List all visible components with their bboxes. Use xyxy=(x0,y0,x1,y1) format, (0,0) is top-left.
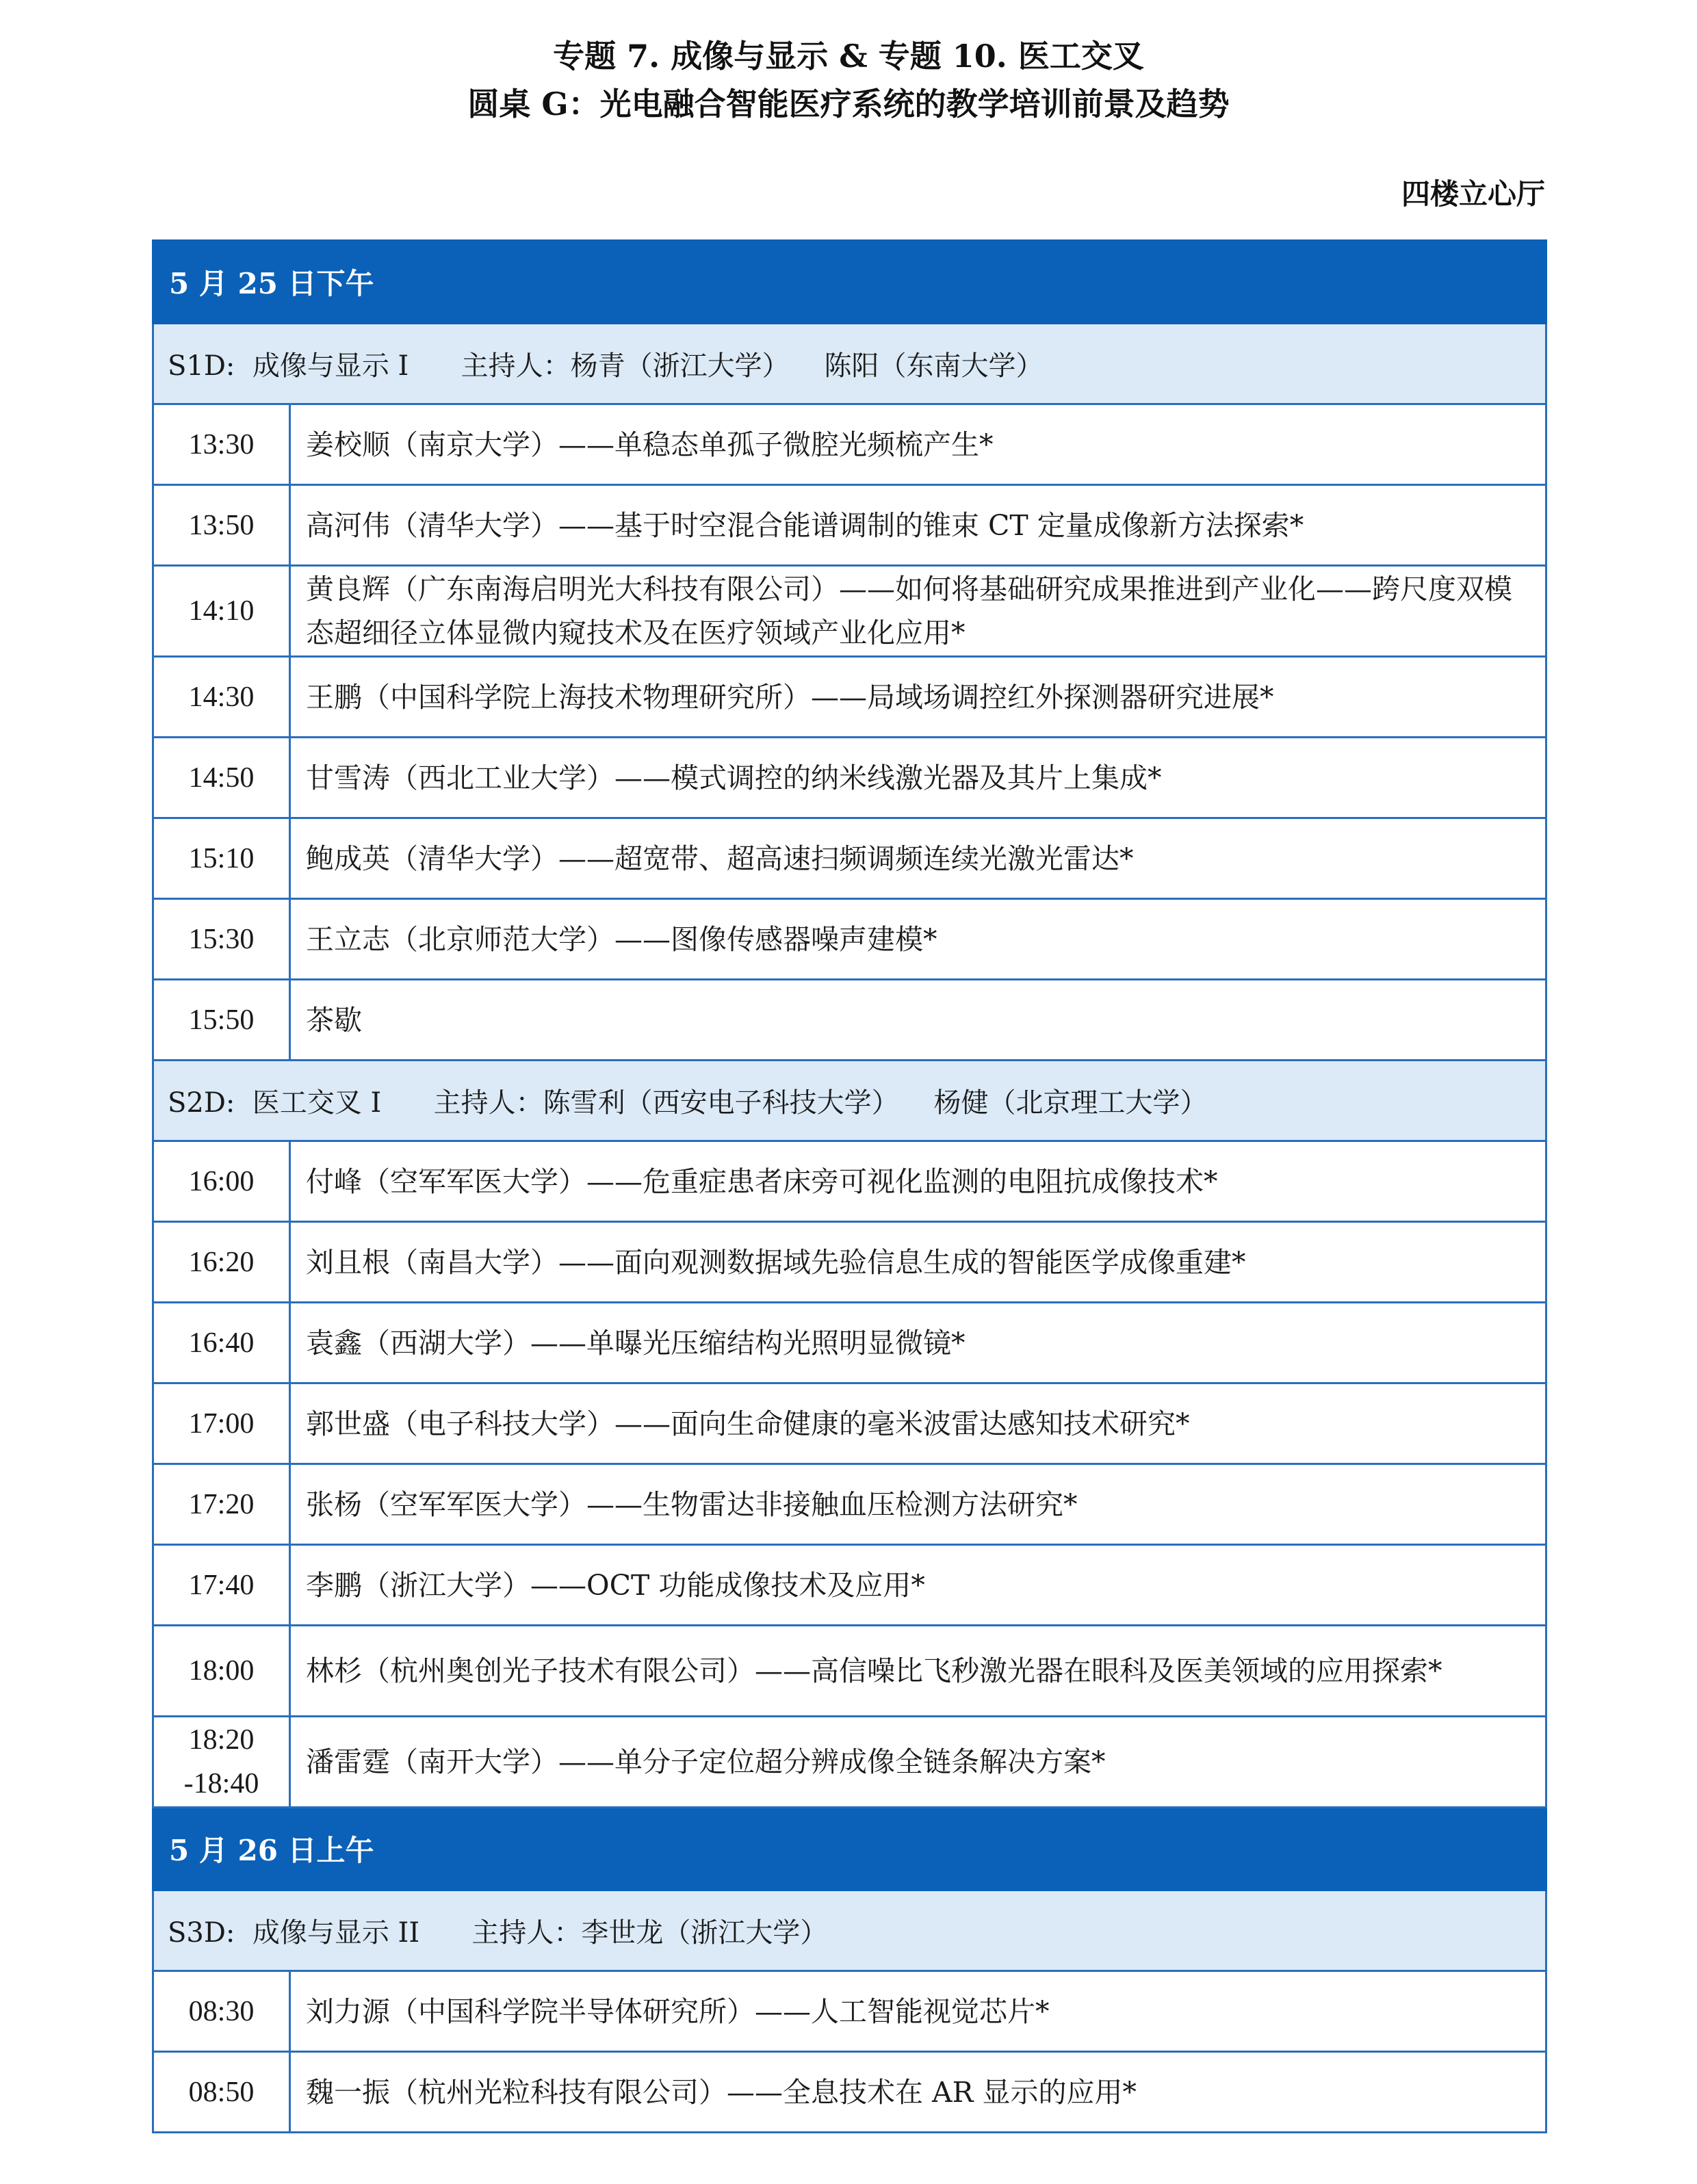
talk-title: 刘力源（中国科学院半导体研究所）——人工智能视觉芯片* xyxy=(290,1971,1546,2052)
day-label: 5 月 25 日下午 xyxy=(153,241,1546,324)
talk-row xyxy=(153,899,1546,980)
talk-title: 林杉（杭州奥创光子技术有限公司）——高信噪比飞秒激光器在眼科及医美领域的应用探索* xyxy=(290,1626,1546,1717)
talk-title: 黄良辉（广东南海启明光大科技有限公司）——如何将基础研究成果推进到产业化——跨尺度双模态超细径立体显微内窥技术及在医疗领域产业化应用* xyxy=(290,566,1546,657)
talk-time: 16:40 xyxy=(153,1303,290,1383)
talk-time: 14:30 xyxy=(153,657,290,738)
session-row xyxy=(153,1890,1546,1971)
page-title-line1: 专题 7. 成像与显示 & 专题 10. 医工交叉 xyxy=(553,38,1144,75)
talk-title: 刘且根（南昌大学）——面向观测数据域先验信息生成的智能医学成像重建* xyxy=(290,1222,1546,1303)
session-label: S1D: 成像与显示 I 主持人：杨青（浙江大学） 陈阳（东南大学） xyxy=(153,324,1546,404)
talk-title: 甘雪涛（西北工业大学）——模式调控的纳米线激光器及其片上集成* xyxy=(290,738,1546,818)
session-label: S3D: 成像与显示 II 主持人：李世龙（浙江大学） xyxy=(153,1890,1546,1971)
session-row xyxy=(153,324,1546,404)
talk-row xyxy=(153,1303,1546,1383)
talk-time: 17:20 xyxy=(153,1464,290,1545)
talk-time: 16:00 xyxy=(153,1141,290,1222)
session-row xyxy=(153,1061,1546,1141)
talk-row xyxy=(153,1717,1546,1808)
talk-time xyxy=(153,1717,290,1808)
talk-row xyxy=(153,1971,1546,2052)
talk-time-start: 18:20 xyxy=(188,1724,255,1756)
talk-title: 李鹏（浙江大学）——OCT 功能成像技术及应用* xyxy=(290,1545,1546,1626)
talk-time: 15:10 xyxy=(153,818,290,899)
talk-time: 15:50 xyxy=(153,980,290,1061)
talk-time: 13:50 xyxy=(153,485,290,566)
talk-time: 18:00 xyxy=(153,1626,290,1717)
session-label: S2D: 医工交叉 I 主持人：陈雪利（西安电子科技大学） 杨健（北京理工大学） xyxy=(153,1061,1546,1141)
talk-title: 姜校顺（南京大学）——单稳态单孤子微腔光频梳产生* xyxy=(290,404,1546,485)
talk-row xyxy=(153,657,1546,738)
talk-title: 魏一振（杭州光粒科技有限公司）——全息技术在 AR 显示的应用* xyxy=(290,2052,1546,2133)
talk-title: 王鹏（中国科学院上海技术物理研究所）——局域场调控红外探测器研究进展* xyxy=(290,657,1546,738)
talk-title: 王立志（北京师范大学）——图像传感器噪声建模* xyxy=(290,899,1546,980)
talk-time: 08:30 xyxy=(153,1971,290,2052)
talk-row xyxy=(153,1222,1546,1303)
talk-title: 潘雷霆（南开大学）——单分子定位超分辨成像全链条解决方案* xyxy=(290,1717,1546,1808)
talk-title: 张杨（空军军医大学）——生物雷达非接触血压检测方法研究* xyxy=(290,1464,1546,1545)
talk-time: 17:40 xyxy=(153,1545,290,1626)
talk-row xyxy=(153,1141,1546,1222)
day-header-row xyxy=(153,241,1546,324)
talk-title: 付峰（空军军医大学）——危重症患者床旁可视化监测的电阻抗成像技术* xyxy=(290,1141,1546,1222)
talk-time: 14:50 xyxy=(153,738,290,818)
talk-time-end: -18:40 xyxy=(183,1768,259,1799)
talk-row xyxy=(153,818,1546,899)
talk-row xyxy=(153,404,1546,485)
page-title-line2: 圆桌 G：光电融合智能医疗系统的教学培训前景及趋势 xyxy=(467,86,1230,122)
talk-row xyxy=(153,1545,1546,1626)
day-label: 5 月 26 日上午 xyxy=(153,1808,1546,1890)
talk-time: 17:00 xyxy=(153,1383,290,1464)
talk-time: 08:50 xyxy=(153,2052,290,2133)
talk-row xyxy=(153,738,1546,818)
schedule-table xyxy=(152,239,1547,2133)
talk-title: 郭世盛（电子科技大学）——面向生命健康的毫米波雷达感知技术研究* xyxy=(290,1383,1546,1464)
talk-time: 15:30 xyxy=(153,899,290,980)
talk-title: 鲍成英（清华大学）——超宽带、超高速扫频调频连续光激光雷达* xyxy=(290,818,1546,899)
talk-title: 茶歇 xyxy=(290,980,1546,1061)
talk-title: 高河伟（清华大学）——基于时空混合能谱调制的锥束 CT 定量成像新方法探索* xyxy=(290,485,1546,566)
talk-time: 14:10 xyxy=(153,566,290,657)
talk-row xyxy=(153,1464,1546,1545)
talk-time: 13:30 xyxy=(153,404,290,485)
talk-row xyxy=(153,1383,1546,1464)
talk-row xyxy=(153,566,1546,657)
talk-row xyxy=(153,2052,1546,2133)
talk-row xyxy=(153,980,1546,1061)
venue-label: 四楼立心厅 xyxy=(1401,177,1545,211)
talk-title: 袁鑫（西湖大学）——单曝光压缩结构光照明显微镜* xyxy=(290,1303,1546,1383)
talk-row xyxy=(153,1626,1546,1717)
talk-time: 16:20 xyxy=(153,1222,290,1303)
talk-row xyxy=(153,485,1546,566)
day-header-row xyxy=(153,1808,1546,1890)
